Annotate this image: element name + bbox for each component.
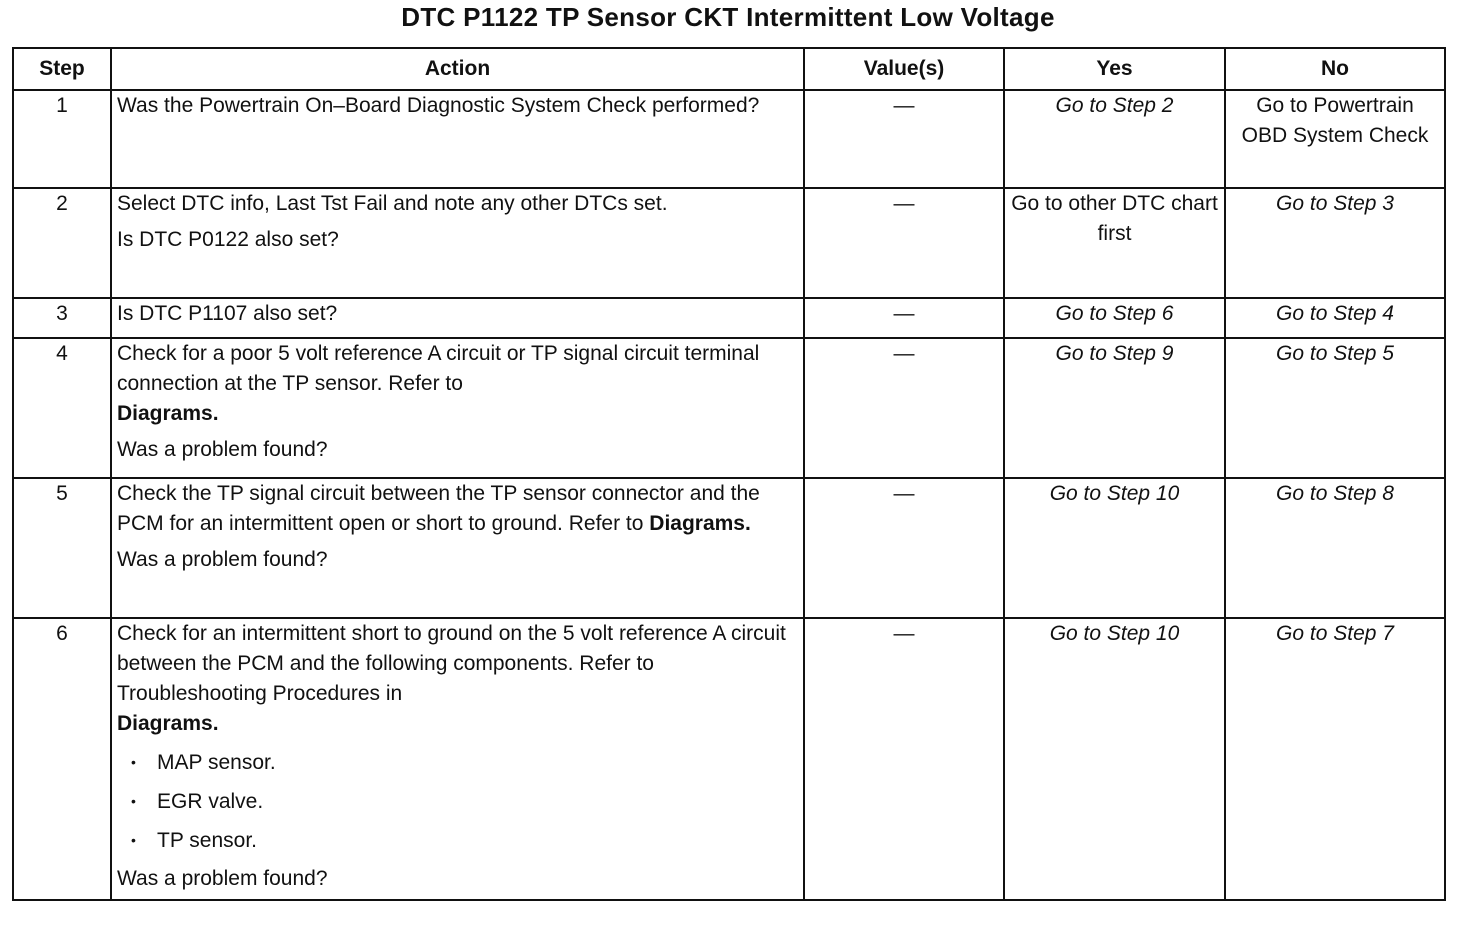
step-number: 4 (13, 338, 111, 478)
value-cell: — (804, 618, 1004, 900)
diagrams-reference: Diagrams. (117, 712, 219, 735)
no-outcome: Go to Step 3 (1225, 188, 1445, 298)
yes-outcome: Go to Step 6 (1004, 298, 1225, 338)
diagrams-reference: Diagrams. (649, 512, 751, 535)
step-number: 6 (13, 618, 111, 900)
step-number: 1 (13, 90, 111, 188)
action-cell (111, 478, 804, 618)
step-number: 3 (13, 298, 111, 338)
action-text: Check the TP signal circuit between the TP sensor connector and the PCM for an intermittent open or short to ground. Refer to (117, 482, 760, 535)
column-header-action: Action (111, 48, 804, 90)
list-item: • TP sensor. (157, 821, 798, 860)
yes-outcome: Go to other DTC chart first (1004, 188, 1225, 298)
component-list (117, 743, 798, 860)
no-outcome: Go to Step 8 (1225, 478, 1445, 618)
action-cell (111, 188, 804, 298)
no-outcome: Go to Step 7 (1225, 618, 1445, 900)
no-outcome: Go to Step 4 (1225, 298, 1445, 338)
yes-outcome: Go to Step 2 (1004, 90, 1225, 188)
table-row (13, 338, 1445, 478)
column-header-yes: Yes (1004, 48, 1225, 90)
table-row (13, 90, 1445, 188)
no-outcome: Go to Powertrain OBD System Check (1225, 90, 1445, 188)
action-question: Was a problem found? (117, 438, 328, 461)
value-cell: — (804, 478, 1004, 618)
action-question: Was a problem found? (117, 867, 328, 890)
action-cell (111, 90, 804, 188)
action-text: Is DTC P1107 also set? (117, 302, 338, 325)
action-question: Is DTC P0122 also set? (117, 228, 339, 251)
column-header-no: No (1225, 48, 1445, 90)
yes-outcome: Go to Step 10 (1004, 618, 1225, 900)
action-text: Check for an intermittent short to ground on the 5 volt reference A circuit between the PCM and the following components. Refer to Troubleshooting Procedures in (117, 622, 786, 705)
no-outcome: Go to Step 5 (1225, 338, 1445, 478)
action-text: Check for a poor 5 volt reference A circuit or TP signal circuit terminal connection at the TP sensor. Refer to (117, 342, 760, 395)
diagrams-reference: Diagrams. (117, 402, 219, 425)
table-row (13, 478, 1445, 618)
list-item: • MAP sensor. (157, 743, 798, 782)
action-text: Select DTC info, Last Tst Fail and note any other DTCs set. (117, 192, 668, 215)
action-question: Was a problem found? (117, 548, 328, 571)
action-cell (111, 298, 804, 338)
yes-outcome: Go to Step 10 (1004, 478, 1225, 618)
table-row (13, 618, 1445, 900)
table-row (13, 298, 1445, 338)
list-item: • EGR valve. (157, 782, 798, 821)
action-cell (111, 618, 804, 900)
action-cell (111, 338, 804, 478)
step-number: 5 (13, 478, 111, 618)
value-cell: — (804, 298, 1004, 338)
value-cell: — (804, 90, 1004, 188)
column-header-step: Step (13, 48, 111, 90)
table-header-row (13, 48, 1445, 90)
column-header-values: Value(s) (804, 48, 1004, 90)
document-title: DTC P1122 TP Sensor CKT Intermittent Low Voltage (401, 2, 1055, 32)
table-row (13, 188, 1445, 298)
value-cell: — (804, 188, 1004, 298)
diagnostic-table (12, 47, 1446, 901)
action-text: Was the Powertrain On–Board Diagnostic System Check performed? (117, 94, 760, 117)
value-cell: — (804, 338, 1004, 478)
yes-outcome: Go to Step 9 (1004, 338, 1225, 478)
step-number: 2 (13, 188, 111, 298)
